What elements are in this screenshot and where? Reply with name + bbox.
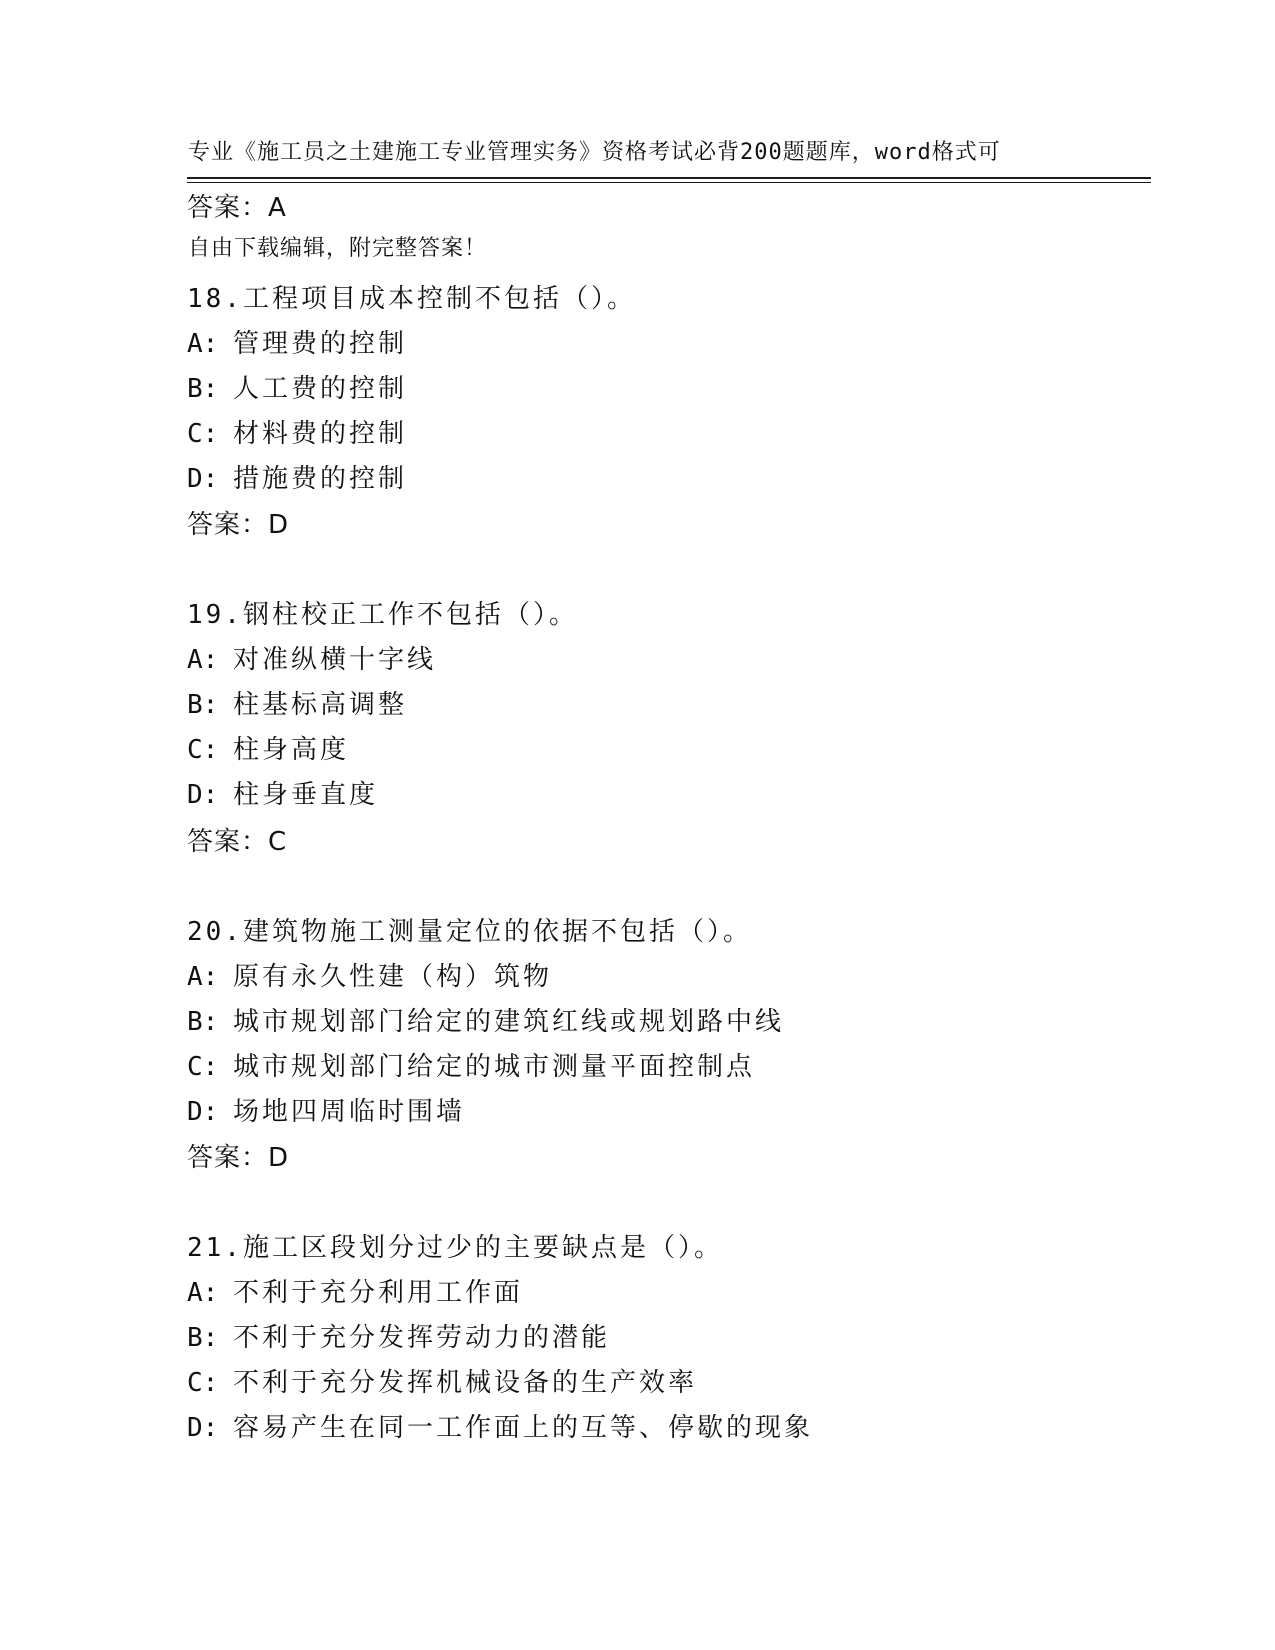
option-a bbox=[187, 329, 1147, 374]
option-text: 城市规划部门给定的建筑红线或规划路中线 bbox=[233, 1007, 785, 1037]
option-letter: B: bbox=[187, 1323, 219, 1353]
option-letter: C: bbox=[187, 419, 219, 449]
option-text: 不利于充分利用工作面 bbox=[233, 1278, 524, 1308]
option-text: 人工费的控制 bbox=[233, 374, 408, 404]
option-letter: B: bbox=[187, 374, 219, 404]
option-text: 城市规划部门给定的城市测量平面控制点 bbox=[233, 1052, 756, 1082]
option-text: 柱基标高调整 bbox=[233, 690, 408, 720]
option-c bbox=[187, 1368, 1147, 1413]
option-letter: C: bbox=[187, 1052, 219, 1082]
answer-line: 答案：D bbox=[187, 510, 290, 540]
option-text: 管理费的控制 bbox=[233, 329, 408, 359]
option-text: 对准纵横十字线 bbox=[233, 645, 437, 675]
option-d bbox=[187, 1413, 1147, 1458]
option-letter: B: bbox=[187, 690, 219, 720]
option-letter: C: bbox=[187, 735, 219, 765]
option-letter: D: bbox=[187, 780, 219, 810]
answer-line: 答案：A bbox=[187, 193, 287, 223]
option-b bbox=[187, 1007, 1147, 1052]
option-b bbox=[187, 1323, 1147, 1368]
question-block bbox=[187, 1233, 1147, 1458]
option-letter: D: bbox=[187, 1413, 219, 1443]
option-letter: D: bbox=[187, 464, 219, 494]
header-divider-thick bbox=[187, 177, 1151, 179]
answer-line: 答案：D bbox=[187, 1143, 290, 1173]
option-a bbox=[187, 645, 1147, 690]
option-letter: A: bbox=[187, 645, 219, 675]
question-text: 20.建筑物施工测量定位的依据不包括（）。 bbox=[187, 917, 752, 947]
question-text: 19.钢柱校正工作不包括（）。 bbox=[187, 600, 578, 630]
option-c bbox=[187, 419, 1147, 464]
option-a bbox=[187, 962, 1147, 1007]
option-d bbox=[187, 464, 1147, 509]
option-text: 措施费的控制 bbox=[233, 464, 408, 494]
option-text: 容易产生在同一工作面上的互等、停歇的现象 bbox=[233, 1413, 814, 1443]
option-d bbox=[187, 780, 1147, 825]
option-text: 柱身高度 bbox=[233, 735, 350, 765]
option-text: 柱身垂直度 bbox=[233, 780, 379, 810]
answer-line: 答案：C bbox=[187, 827, 288, 857]
option-letter: D: bbox=[187, 1097, 219, 1127]
option-d bbox=[187, 1097, 1147, 1142]
option-letter: A: bbox=[187, 329, 219, 359]
option-letter: A: bbox=[187, 1278, 219, 1308]
header-line-1: 专业《施工员之土建施工专业管理实务》资格考试必背200题题库，word格式可 bbox=[188, 140, 1001, 165]
option-text: 场地四周临时围墙 bbox=[233, 1097, 466, 1127]
question-text: 21.施工区段划分过少的主要缺点是（）。 bbox=[187, 1233, 723, 1263]
question-block bbox=[187, 284, 1147, 509]
option-text: 原有永久性建（构）筑物 bbox=[233, 962, 553, 992]
option-text: 不利于充分发挥劳动力的潜能 bbox=[233, 1323, 611, 1353]
option-a bbox=[187, 1278, 1147, 1323]
question-block bbox=[187, 917, 1147, 1142]
option-b bbox=[187, 690, 1147, 735]
option-c bbox=[187, 1052, 1147, 1097]
question-text: 18.工程项目成本控制不包括（）。 bbox=[187, 284, 636, 314]
question-block bbox=[187, 600, 1147, 825]
option-letter: C: bbox=[187, 1368, 219, 1398]
option-letter: A: bbox=[187, 962, 219, 992]
option-c bbox=[187, 735, 1147, 780]
option-letter: B: bbox=[187, 1007, 219, 1037]
option-text: 材料费的控制 bbox=[233, 419, 408, 449]
option-b bbox=[187, 374, 1147, 419]
header-line-2: 自由下载编辑，附完整答案！ bbox=[188, 236, 488, 261]
header-divider-thin bbox=[187, 182, 1151, 183]
option-text: 不利于充分发挥机械设备的生产效率 bbox=[233, 1368, 698, 1398]
